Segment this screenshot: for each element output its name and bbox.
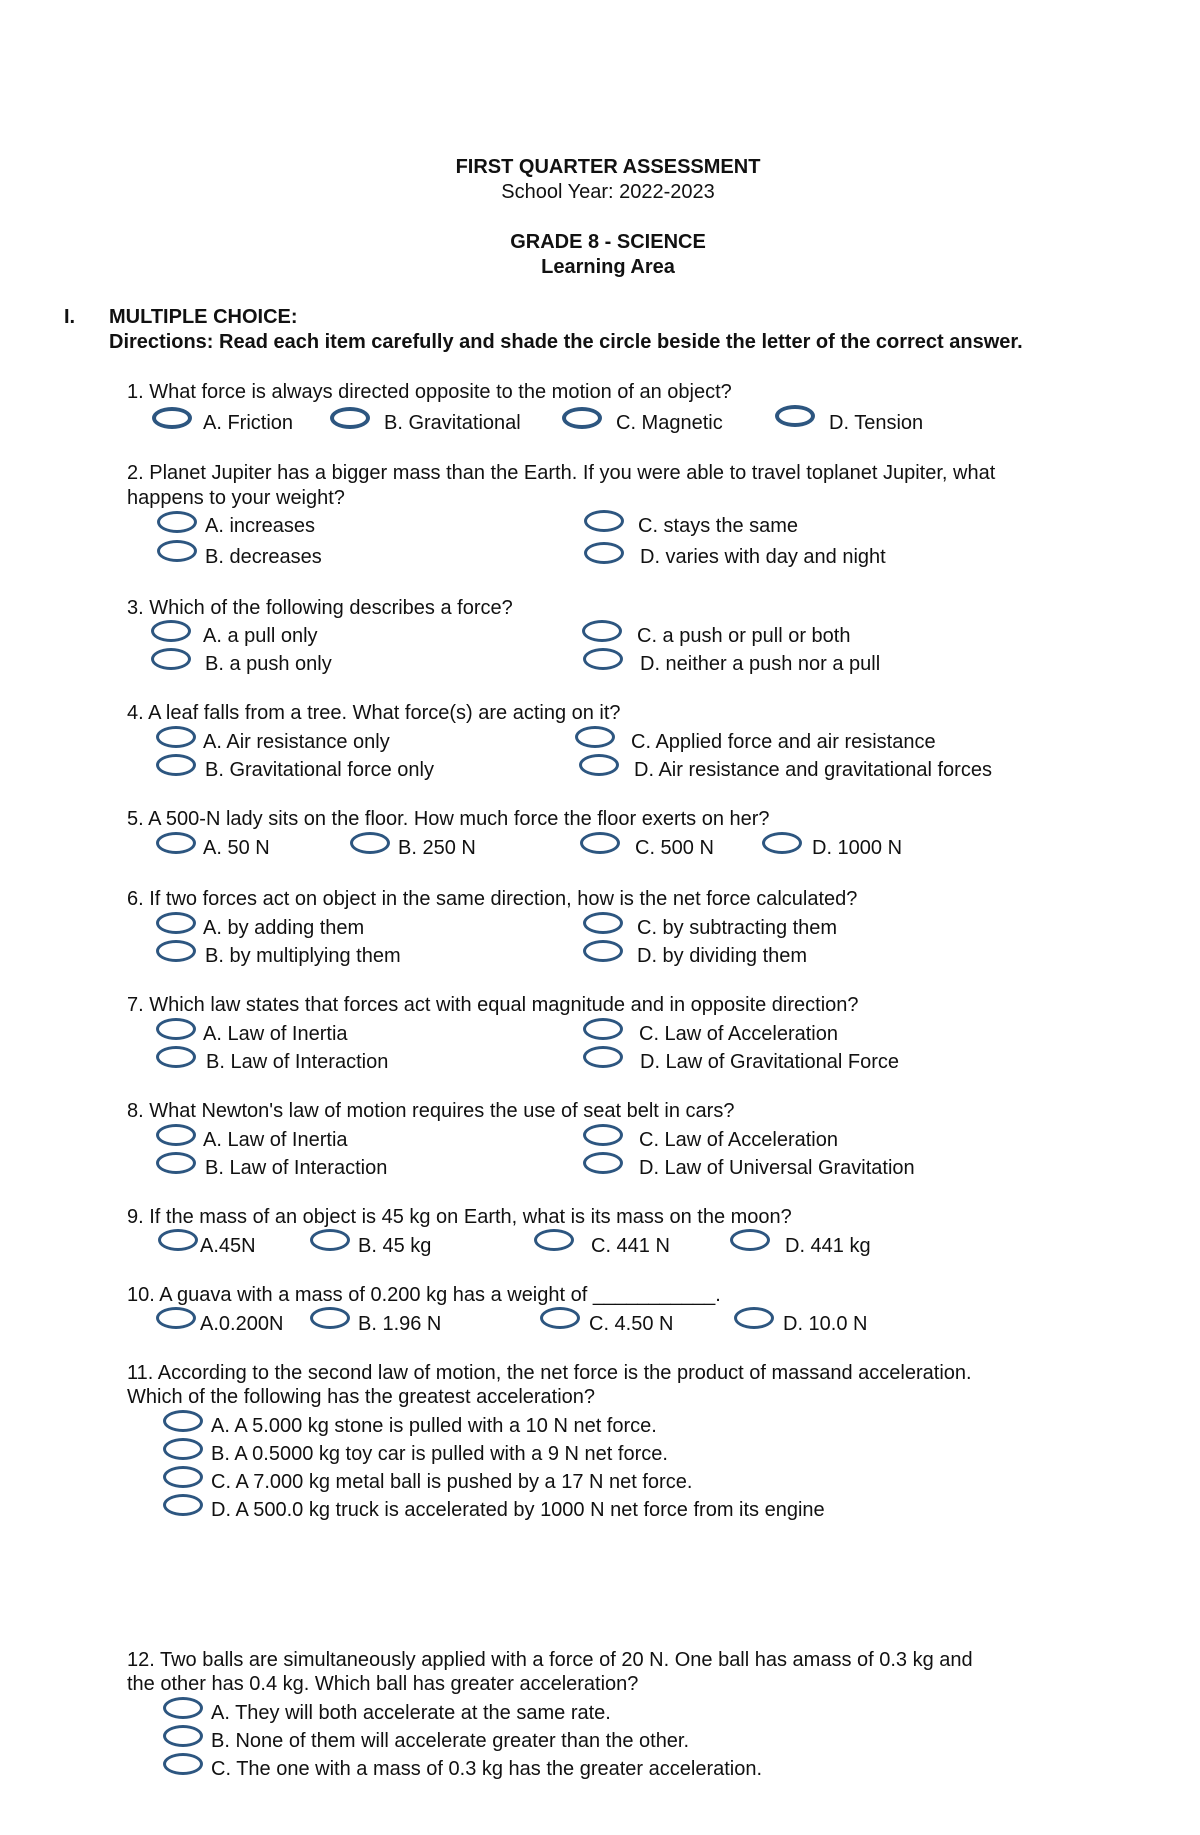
- answer-bubble-5c[interactable]: [580, 832, 620, 854]
- answer-bubble-4b[interactable]: [156, 754, 196, 776]
- option-4a: A. Air resistance only: [203, 731, 390, 753]
- option-8d: D. Law of Universal Gravitation: [639, 1157, 915, 1179]
- option-9d: D. 441 kg: [785, 1235, 871, 1257]
- answer-bubble-1b[interactable]: [330, 407, 370, 429]
- option-7a: A. Law of Inertia: [203, 1023, 348, 1045]
- answer-bubble-8a[interactable]: [156, 1124, 196, 1146]
- answer-bubble-5b[interactable]: [350, 832, 390, 854]
- option-4b: B. Gravitational force only: [205, 759, 434, 781]
- option-2a: A. increases: [205, 515, 316, 537]
- question-7: 7. Which law states that forces act with equal magnitude and in opposite direction?: [127, 994, 859, 1016]
- option-5d: D. 1000 N: [812, 837, 903, 859]
- answer-bubble-1a[interactable]: [152, 407, 192, 429]
- answer-bubble-9c[interactable]: [534, 1229, 574, 1251]
- option-8b: B. Law of Interaction: [205, 1157, 388, 1179]
- answer-bubble-10b[interactable]: [310, 1307, 350, 1329]
- question-1: 1. What force is always directed opposite to the motion of an object?: [127, 381, 732, 403]
- answer-bubble-4a[interactable]: [156, 726, 196, 748]
- option-2c: C. stays the same: [638, 515, 799, 537]
- option-11a: A. A 5.000 kg stone is pulled with a 10 N net force.: [211, 1415, 657, 1437]
- answer-bubble-3b[interactable]: [151, 648, 191, 670]
- option-2d: D. varies with day and night: [640, 546, 886, 568]
- page-title: FIRST QUARTER ASSESSMENT: [455, 156, 761, 178]
- question-8: 8. What Newton's law of motion requires the use of seat belt in cars?: [127, 1100, 735, 1122]
- option-12c: C. The one with a mass of 0.3 kg has the greater acceleration.: [211, 1758, 763, 1780]
- question-9: 9. If the mass of an object is 45 kg on Earth, what is its mass on the moon?: [127, 1206, 792, 1228]
- option-3d: D. neither a push nor a pull: [640, 653, 881, 675]
- answer-bubble-2d[interactable]: [584, 542, 624, 564]
- option-7b: B. Law of Interaction: [206, 1051, 389, 1073]
- option-7d: D. Law of Gravitational Force: [640, 1051, 899, 1073]
- answer-bubble-2b[interactable]: [157, 540, 197, 562]
- option-7c: C. Law of Acceleration: [639, 1023, 838, 1045]
- learning-area: Learning Area: [541, 256, 675, 278]
- option-10a: A.0.200N: [200, 1313, 284, 1335]
- option-3a: A. a pull only: [203, 625, 318, 647]
- option-1d: D. Tension: [829, 412, 924, 434]
- option-3b: B. a push only: [205, 653, 332, 675]
- section-title: MULTIPLE CHOICE:: [109, 306, 298, 328]
- option-6b: B. by multiplying them: [205, 945, 401, 967]
- question-5: 5. A 500-N lady sits on the floor. How much force the floor exerts on her?: [127, 808, 770, 830]
- option-5b: B. 250 N: [398, 837, 476, 859]
- section-number: I.: [64, 306, 76, 328]
- answer-bubble-8d[interactable]: [583, 1152, 623, 1174]
- option-9a: A.45N: [200, 1235, 256, 1257]
- answer-bubble-11d[interactable]: [163, 1494, 203, 1516]
- answer-bubble-3a[interactable]: [151, 620, 191, 642]
- grade-subject: GRADE 8 - SCIENCE: [510, 231, 706, 253]
- school-year: School Year: 2022-2023: [501, 181, 715, 203]
- question-11-line1: 11. According to the second law of motion, the net force is the product of massand acceleration.: [127, 1362, 972, 1384]
- answer-bubble-6a[interactable]: [156, 912, 196, 934]
- answer-bubble-5a[interactable]: [156, 832, 196, 854]
- answer-bubble-4c[interactable]: [575, 726, 615, 748]
- answer-bubble-7b[interactable]: [156, 1046, 196, 1068]
- answer-bubble-8c[interactable]: [583, 1124, 623, 1146]
- answer-bubble-12b[interactable]: [163, 1725, 203, 1747]
- answer-bubble-4d[interactable]: [579, 754, 619, 776]
- option-10c: C. 4.50 N: [589, 1313, 674, 1335]
- answer-bubble-11a[interactable]: [163, 1410, 203, 1432]
- option-6c: C. by subtracting them: [637, 917, 838, 939]
- answer-bubble-6c[interactable]: [583, 912, 623, 934]
- answer-bubble-9b[interactable]: [310, 1229, 350, 1251]
- option-5c: C. 500 N: [635, 837, 714, 859]
- option-9c: C. 441 N: [591, 1235, 670, 1257]
- directions: Directions: Read each item carefully and shade the circle beside the letter of the correct answer.: [109, 331, 1023, 353]
- question-2-line2: happens to your weight?: [127, 487, 345, 509]
- question-11-line2: Which of the following has the greatest acceleration?: [127, 1386, 596, 1408]
- question-12-line1: 12. Two balls are simultaneously applied with a force of 20 N. One ball has amass of 0.3 kg and: [127, 1649, 973, 1671]
- option-11b: B. A 0.5000 kg toy car is pulled with a 9 N net force.: [211, 1443, 668, 1465]
- question-4: 4. A leaf falls from a tree. What force(s) are acting on it?: [127, 702, 621, 724]
- option-8c: C. Law of Acceleration: [639, 1129, 838, 1151]
- option-6a: A. by adding them: [203, 917, 365, 939]
- option-10b: B. 1.96 N: [358, 1313, 442, 1335]
- answer-bubble-11c[interactable]: [163, 1466, 203, 1488]
- answer-bubble-1c[interactable]: [562, 407, 602, 429]
- answer-bubble-1d[interactable]: [775, 405, 815, 427]
- answer-bubble-2a[interactable]: [157, 511, 197, 533]
- option-1a: A. Friction: [203, 412, 294, 434]
- option-11c: C. A 7.000 kg metal ball is pushed by a 17 N net force.: [211, 1471, 693, 1493]
- answer-bubble-12a[interactable]: [163, 1697, 203, 1719]
- option-1c: C. Magnetic: [616, 412, 723, 434]
- option-1b: B. Gravitational: [384, 412, 521, 434]
- question-12-line2: the other has 0.4 kg. Which ball has greater acceleration?: [127, 1673, 639, 1695]
- option-9b: B. 45 kg: [358, 1235, 432, 1257]
- answer-bubble-6d[interactable]: [583, 940, 623, 962]
- option-5a: A. 50 N: [203, 837, 270, 859]
- answer-bubble-3c[interactable]: [582, 620, 622, 642]
- answer-bubble-12c[interactable]: [163, 1753, 203, 1775]
- answer-bubble-9a[interactable]: [158, 1229, 198, 1251]
- option-3c: C. a push or pull or both: [637, 625, 851, 647]
- answer-bubble-3d[interactable]: [583, 648, 623, 670]
- option-4d: D. Air resistance and gravitational forces: [634, 759, 992, 781]
- answer-bubble-2c[interactable]: [584, 510, 624, 532]
- answer-bubble-7d[interactable]: [583, 1046, 623, 1068]
- question-6: 6. If two forces act on object in the same direction, how is the net force calculated?: [127, 888, 858, 910]
- answer-bubble-7a[interactable]: [156, 1018, 196, 1040]
- question-2-line1: 2. Planet Jupiter has a bigger mass than the Earth. If you were able to travel toplanet Jupiter, what: [127, 462, 996, 484]
- answer-bubble-5d[interactable]: [762, 832, 802, 854]
- option-11d: D. A 500.0 kg truck is accelerated by 1000 N net force from its engine: [211, 1499, 825, 1521]
- question-10: 10. A guava with a mass of 0.200 kg has a weight of ___________.: [127, 1284, 721, 1306]
- answer-bubble-10c[interactable]: [540, 1307, 580, 1329]
- question-3: 3. Which of the following describes a force?: [127, 597, 513, 619]
- answer-bubble-6b[interactable]: [156, 940, 196, 962]
- option-8a: A. Law of Inertia: [203, 1129, 348, 1151]
- option-12a: A. They will both accelerate at the same rate.: [211, 1702, 611, 1724]
- answer-bubble-10a[interactable]: [156, 1307, 196, 1329]
- option-2b: B. decreases: [205, 546, 322, 568]
- option-12b: B. None of them will accelerate greater than the other.: [211, 1730, 690, 1752]
- answer-bubble-9d[interactable]: [730, 1229, 770, 1251]
- option-4c: C. Applied force and air resistance: [631, 731, 936, 753]
- answer-bubble-7c[interactable]: [583, 1018, 623, 1040]
- option-10d: D. 10.0 N: [783, 1313, 868, 1335]
- answer-bubble-10d[interactable]: [734, 1307, 774, 1329]
- option-6d: D. by dividing them: [637, 945, 808, 967]
- answer-bubble-8b[interactable]: [156, 1152, 196, 1174]
- answer-bubble-11b[interactable]: [163, 1438, 203, 1460]
